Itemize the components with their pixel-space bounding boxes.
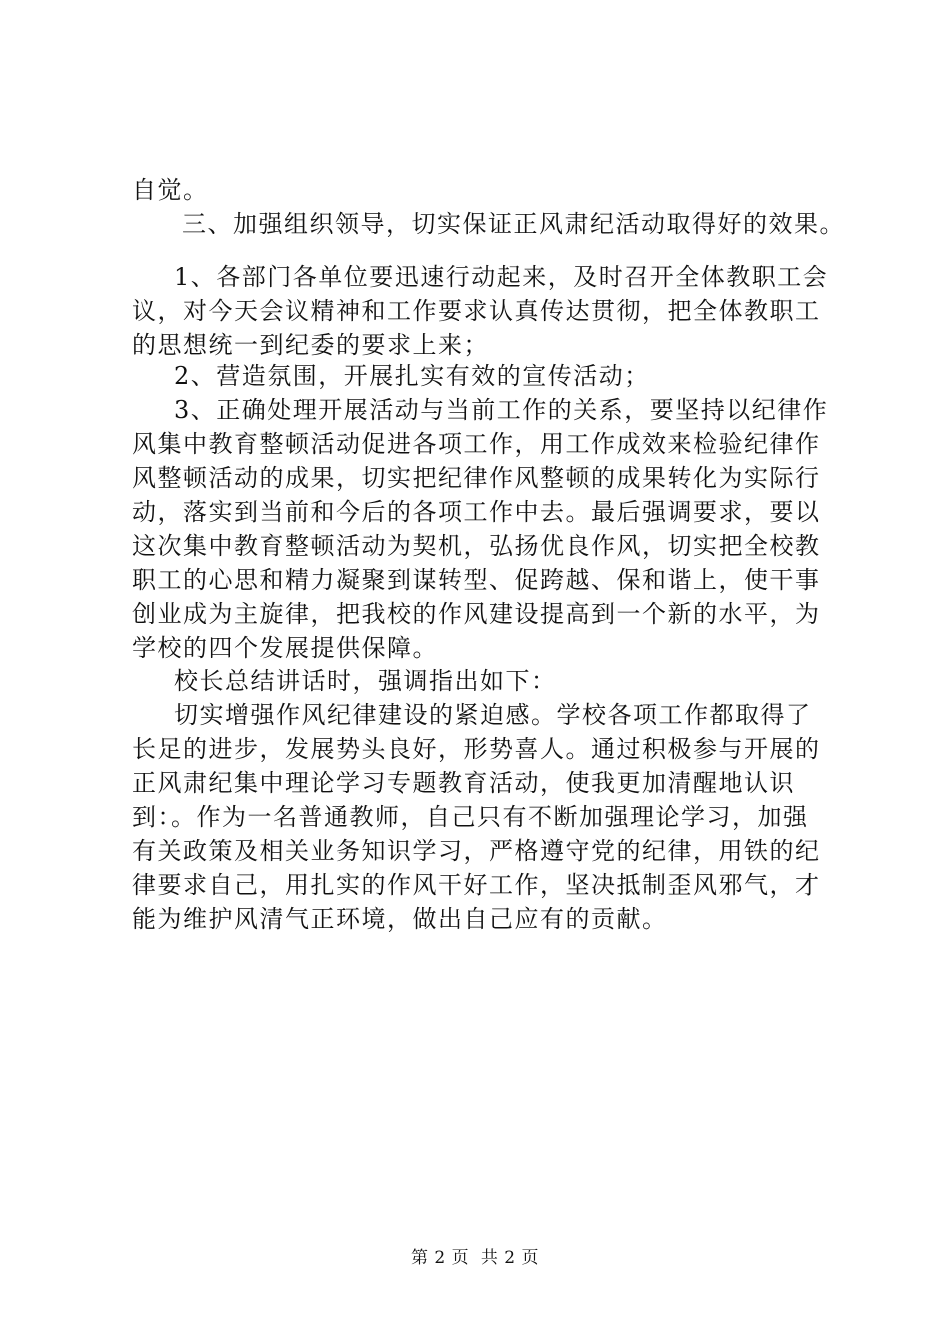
text-line: 2、营造氛围，开展扎实有效的宣传活动； <box>174 362 650 390</box>
text-line: 这次集中教育整顿活动为契机，弘扬优良作风，切实把全校教 <box>132 532 821 560</box>
page-footer <box>0 1243 950 1268</box>
text-line: 创业成为主旋律，把我校的作风建设提高到一个新的水平，为 <box>132 600 821 628</box>
text-line: 风集中教育整顿活动促进各项工作，用工作成效来检验纪律作 <box>132 430 821 458</box>
text-line: 律要求自己，用扎实的作风干好工作，坚决抵制歪风邪气，才 <box>132 871 821 899</box>
text-line: 风整顿活动的成果，切实把纪律作风整顿的成果转化为实际行 <box>132 464 821 492</box>
text-line: 长足的进步，发展势头良好，形势喜人。通过积极参与开展的 <box>132 735 821 763</box>
text-line: 职工的心思和精力凝聚到谋转型、促跨越、保和谐上，使干事 <box>132 566 821 594</box>
text-line: 有关政策及相关业务知识学习，严格遵守党的纪律，用铁的纪 <box>132 837 821 865</box>
text-line: 学校的四个发展提供保障。 <box>132 634 438 662</box>
text-line: 1、各部门各单位要迅速行动起来，及时召开全体教职工会 <box>174 263 829 291</box>
text-line: 议，对今天会议精神和工作要求认真传达贯彻，把全体教职工 <box>132 297 821 325</box>
text-line: 能为维护风清气正环境，做出自己应有的贡献。 <box>132 905 668 933</box>
text-line: 3、正确处理开展活动与当前工作的关系，要坚持以纪律作 <box>174 396 829 424</box>
text-line: 的思想统一到纪委的要求上来； <box>132 331 489 359</box>
text-line: 切实增强作风纪律建设的紧迫感。学校各项工作都取得了 <box>174 701 812 729</box>
page-number: 第 2 页 共 2 页 <box>410 1248 540 1268</box>
text-line: 动，落实到当前和今后的各项工作中去。最后强调要求，要以 <box>132 498 821 526</box>
section-heading: 三、加强组织领导，切实保证正风肃纪活动取得好的效果。 <box>182 210 845 238</box>
text-line: 自觉。 <box>132 176 209 204</box>
text-line: 校长总结讲话时，强调指出如下： <box>174 667 557 695</box>
text-line: 正风肃纪集中理论学习专题教育活动，使我更加清醒地认识 <box>132 769 795 797</box>
text-line: 到：。作为一名普通教师，自己只有不断加强理论学习，加强 <box>132 803 809 831</box>
